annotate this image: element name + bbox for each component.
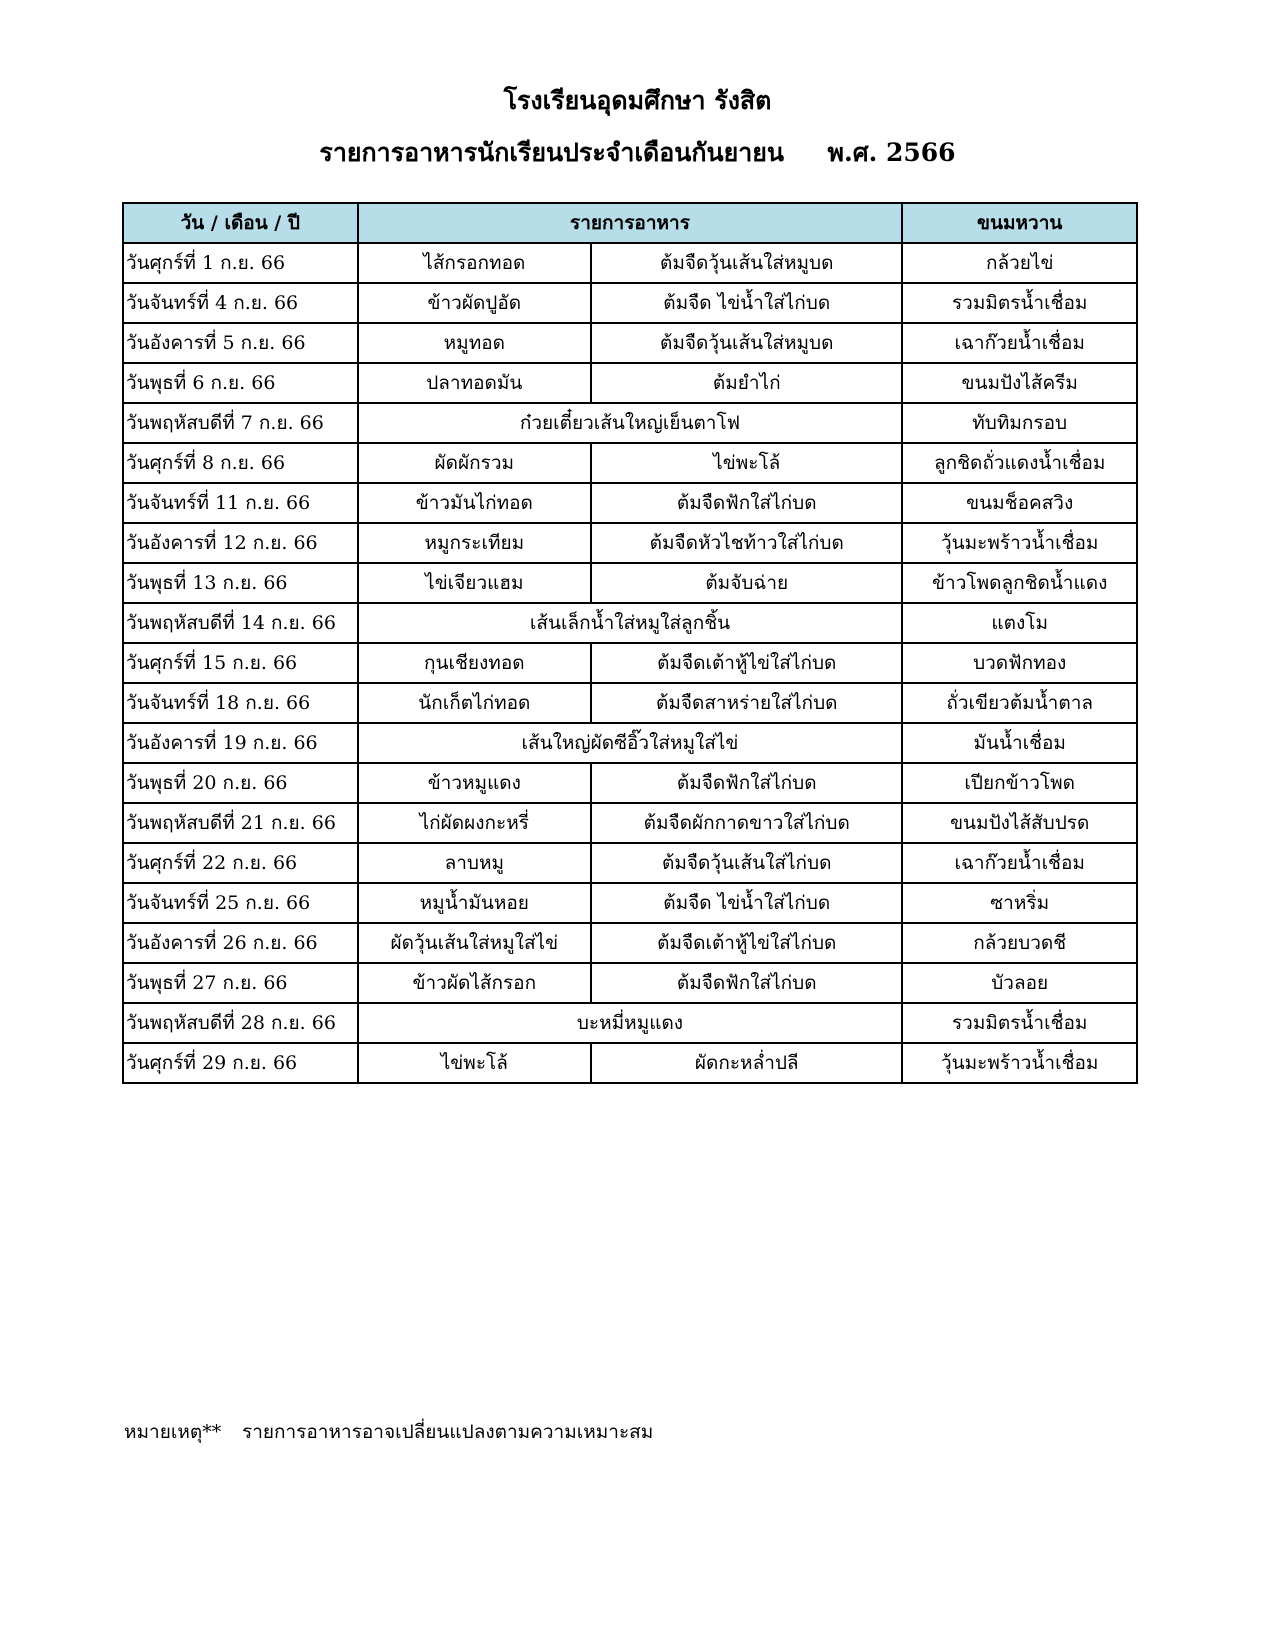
dessert-cell: มันน้ำเชื่อม: [902, 723, 1137, 763]
table-row: [123, 1003, 1137, 1043]
main-dish-cell: ข้าวผัดไส้กรอก: [358, 963, 592, 1003]
table-row: [123, 403, 1137, 443]
school-title: โรงเรียนอุดมศึกษา รังสิต: [503, 86, 772, 115]
date-cell: วันจันทร์ที่ 11 ก.ย. 66: [123, 483, 358, 523]
soup-dish-cell: ต้มจืดเต้าหู้ไข่ใส่ไก่บด: [591, 923, 902, 963]
date-cell: วันจันทร์ที่ 18 ก.ย. 66: [123, 683, 358, 723]
main-dish-cell: เส้นเล็กน้ำใส่หมูใส่ลูกชิ้น: [358, 603, 903, 643]
soup-dish-cell: ต้มจืดฟักใส่ไก่บด: [591, 763, 902, 803]
date-cell: วันอังคารที่ 12 ก.ย. 66: [123, 523, 358, 563]
main-dish-cell: ข้าวมันไก่ทอด: [358, 483, 592, 523]
soup-dish-cell: ผัดกะหล่ำปลี: [591, 1043, 902, 1083]
table-row: [123, 323, 1137, 363]
menu-table-body: [123, 243, 1137, 1083]
main-dish-cell: ผัดวุ้นเส้นใส่หมูใส่ไข่: [358, 923, 592, 963]
table-row: [123, 243, 1137, 283]
footnote: [124, 1418, 653, 1446]
table-row: [123, 643, 1137, 683]
main-dish-cell: ลาบหมู: [358, 843, 592, 883]
date-cell: วันพุธที่ 20 ก.ย. 66: [123, 763, 358, 803]
dessert-cell: วุ้นมะพร้าวน้ำเชื่อม: [902, 523, 1137, 563]
soup-dish-cell: ไข่พะโล้: [591, 443, 902, 483]
soup-dish-cell: ต้มจืดวุ้นเส้นใส่หมูบด: [591, 323, 902, 363]
column-header-dishes: รายการอาหาร: [358, 203, 903, 243]
column-header-dessert: ขนมหวาน: [902, 203, 1137, 243]
main-dish-cell: นักเก็ตไก่ทอด: [358, 683, 592, 723]
dessert-cell: แตงโม: [902, 603, 1137, 643]
main-dish-cell: หมูทอด: [358, 323, 592, 363]
main-dish-cell: บะหมี่หมูแดง: [358, 1003, 903, 1043]
table-row: [123, 683, 1137, 723]
table-row: [123, 443, 1137, 483]
date-cell: วันอังคารที่ 26 ก.ย. 66: [123, 923, 358, 963]
date-cell: วันพฤหัสบดีที่ 14 ก.ย. 66: [123, 603, 358, 643]
soup-dish-cell: ต้มจืดวุ้นเส้นใส่หมูบด: [591, 243, 902, 283]
dessert-cell: รวมมิตรน้ำเชื่อม: [902, 283, 1137, 323]
table-row: [123, 763, 1137, 803]
dessert-cell: ทับทิมกรอบ: [902, 403, 1137, 443]
table-row: [123, 843, 1137, 883]
table-row: [123, 363, 1137, 403]
dessert-cell: รวมมิตรน้ำเชื่อม: [902, 1003, 1137, 1043]
table-row: [123, 923, 1137, 963]
dessert-cell: เฉาก๊วยน้ำเชื่อม: [902, 843, 1137, 883]
date-cell: วันพฤหัสบดีที่ 21 ก.ย. 66: [123, 803, 358, 843]
date-cell: วันศุกร์ที่ 29 ก.ย. 66: [123, 1043, 358, 1083]
soup-dish-cell: ต้มจับฉ่าย: [591, 563, 902, 603]
date-cell: วันศุกร์ที่ 15 ก.ย. 66: [123, 643, 358, 683]
table-header-row: [123, 203, 1137, 243]
table-row: [123, 963, 1137, 1003]
date-cell: วันพฤหัสบดีที่ 28 ก.ย. 66: [123, 1003, 358, 1043]
table-row: [123, 603, 1137, 643]
dessert-cell: ขนมปังไส้สับปรด: [902, 803, 1137, 843]
table-row: [123, 883, 1137, 923]
main-dish-cell: ไข่เจียวแฮม: [358, 563, 592, 603]
dessert-cell: บวดฟักทอง: [902, 643, 1137, 683]
date-cell: วันจันทร์ที่ 4 ก.ย. 66: [123, 283, 358, 323]
main-dish-cell: ไส้กรอกทอด: [358, 243, 592, 283]
footnote-label: หมายเหตุ**: [124, 1421, 222, 1443]
dessert-cell: กล้วยบวดชี: [902, 923, 1137, 963]
date-cell: วันพุธที่ 6 ก.ย. 66: [123, 363, 358, 403]
soup-dish-cell: ต้มจืด ไข่น้ำใส่ไก่บด: [591, 283, 902, 323]
table-row: [123, 283, 1137, 323]
soup-dish-cell: ต้มจืดผักกาดขาวใส่ไก่บด: [591, 803, 902, 843]
table-row: [123, 723, 1137, 763]
soup-dish-cell: ต้มจืดฟักใส่ไก่บด: [591, 963, 902, 1003]
dessert-cell: ซาหริ่ม: [902, 883, 1137, 923]
dessert-cell: กล้วยไข่: [902, 243, 1137, 283]
table-row: [123, 483, 1137, 523]
dessert-cell: ขนมช็อคสวิง: [902, 483, 1137, 523]
date-cell: วันพุธที่ 13 ก.ย. 66: [123, 563, 358, 603]
main-dish-cell: ข้าวผัดปูอัด: [358, 283, 592, 323]
soup-dish-cell: ต้มจืดเต้าหู้ไข่ใส่ไก่บด: [591, 643, 902, 683]
column-header-date: วัน / เดือน / ปี: [123, 203, 358, 243]
date-cell: วันอังคารที่ 19 ก.ย. 66: [123, 723, 358, 763]
main-dish-cell: ไก่ผัดผงกะหรี่: [358, 803, 592, 843]
menu-table: [122, 202, 1138, 1084]
table-row: [123, 563, 1137, 603]
dessert-cell: เฉาก๊วยน้ำเชื่อม: [902, 323, 1137, 363]
main-dish-cell: เส้นใหญ่ผัดซีอิ๊วใส่หมูใส่ไข่: [358, 723, 903, 763]
main-dish-cell: ข้าวหมูแดง: [358, 763, 592, 803]
main-dish-cell: หมูน้ำมันหอย: [358, 883, 592, 923]
footnote-text: รายการอาหารอาจเปลี่ยนแปลงตามความเหมาะสม: [242, 1421, 654, 1443]
table-row: [123, 803, 1137, 843]
soup-dish-cell: ต้มจืด ไข่น้ำใส่ไก่บด: [591, 883, 902, 923]
main-dish-cell: ไข่พะโล้: [358, 1043, 592, 1083]
soup-dish-cell: ต้มจืดหัวไชท้าวใส่ไก่บด: [591, 523, 902, 563]
table-row: [123, 1043, 1137, 1083]
date-cell: วันพฤหัสบดีที่ 7 ก.ย. 66: [123, 403, 358, 443]
date-cell: วันศุกร์ที่ 1 ก.ย. 66: [123, 243, 358, 283]
dessert-cell: ขนมปังไส้ครีม: [902, 363, 1137, 403]
date-cell: วันศุกร์ที่ 8 ก.ย. 66: [123, 443, 358, 483]
main-dish-cell: ปลาทอดมัน: [358, 363, 592, 403]
soup-dish-cell: ต้มจืดสาหร่ายใส่ไก่บด: [591, 683, 902, 723]
dessert-cell: ข้าวโพดลูกชิดน้ำแดง: [902, 563, 1137, 603]
dessert-cell: ลูกชิดถั่วแดงน้ำเชื่อม: [902, 443, 1137, 483]
table-row: [123, 523, 1137, 563]
dessert-cell: ถั่วเขียวต้มน้ำตาล: [902, 683, 1137, 723]
dessert-cell: เปียกข้าวโพด: [902, 763, 1137, 803]
soup-dish-cell: ต้มจืดวุ้นเส้นใส่ไก่บด: [591, 843, 902, 883]
main-dish-cell: หมูกระเทียม: [358, 523, 592, 563]
date-cell: วันศุกร์ที่ 22 ก.ย. 66: [123, 843, 358, 883]
date-cell: วันพุธที่ 27 ก.ย. 66: [123, 963, 358, 1003]
main-dish-cell: กุนเชียงทอด: [358, 643, 592, 683]
main-dish-cell: ก๋วยเตี๋ยวเส้นใหญ่เย็นตาโฟ: [358, 403, 903, 443]
dessert-cell: วุ้นมะพร้าวน้ำเชื่อม: [902, 1043, 1137, 1083]
dessert-cell: บัวลอย: [902, 963, 1137, 1003]
date-cell: วันจันทร์ที่ 25 ก.ย. 66: [123, 883, 358, 923]
date-cell: วันอังคารที่ 5 ก.ย. 66: [123, 323, 358, 363]
soup-dish-cell: ต้มจืดฟักใส่ไก่บด: [591, 483, 902, 523]
main-dish-cell: ผัดผักรวม: [358, 443, 592, 483]
menu-title: รายการอาหารนักเรียนประจำเดือนกันยายน พ.ศ. 2566: [319, 138, 956, 167]
soup-dish-cell: ต้มยำไก่: [591, 363, 902, 403]
